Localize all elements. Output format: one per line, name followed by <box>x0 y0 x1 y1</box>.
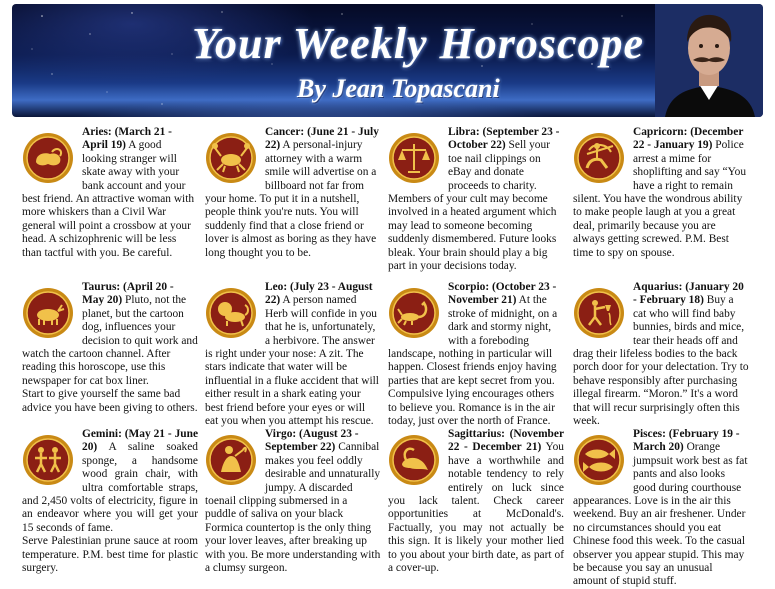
virgo-body: Cannibal makes you feel oddly desirable and unnaturally jumpy. A discarded toenail clipping submersed in a puddle of saliva on your black Formica countertop is the only thing your lover leaves, after breaking up with you. Be more understanding with a clumsy surgeon. <box>205 441 381 575</box>
sign-taurus <box>22 281 198 415</box>
twins-icon <box>22 434 74 486</box>
banner <box>12 4 763 117</box>
libra-body: Sell your toe nail clippings on eBay and donate proceeds to charity. Members of your cult may become involved in a heated argument which may lead to someone becoming suddenly dismembered. Future looks bleak. Your brain should play a big part in your decisions today. <box>388 139 557 273</box>
sagittarius-header: Sagittarius: (November 22 - December 21) <box>448 428 564 454</box>
sign-leo <box>205 281 381 428</box>
virgo-header: Virgo: (August 23 - September 22) <box>265 428 359 454</box>
pisces-body: Orange jumpsuit work best as fat pants and also looks good during courthouse appearances. Love is in the air this weekend. Buy an air freshener. Under no circumstances should you eat Chinese food this week. To the casual observer you appear stupid. This may be because you say an unusual amount of stupid stuff. <box>573 441 748 588</box>
sign-sagittarius <box>388 428 564 575</box>
sign-scorpio <box>388 281 564 428</box>
gemini-text-2: Serve Palestinian prune sauce at room temperature. P.M. best time for plastic surgery. <box>22 535 198 575</box>
author-byline: By Jean Topascani <box>297 74 500 103</box>
leo-body: A person named Herb will confide in you that he is, unfortunately, a herbivore. The answer is right under your nose: A zit. The stars indicate that water will be influential in a fluke accident that will either result in a shark eating your best friend before your eyes or will eat you when you attempt his rescue. <box>205 294 379 428</box>
capricorn-header: Capricorn: (December 22 - January 19) <box>633 126 744 152</box>
cancer-header: Cancer: (June 21 - July 22) <box>265 126 379 152</box>
aquarius-body: Buy a cat who will find baby bunnies, birds and mice, tear their heads off and drag their lifeless bodies to the back porch door for your delectation. Try to behave responsibly after purchasing illegal firearm. “Moron.” It's a word that will recur surprisingly often this week. <box>573 294 749 428</box>
cancer-body: A personal-injury attorney with a warm smile will advertise on a billboard not far from your home. To put it in a nutshell, people think you're nuts. You will suddenly find that a close friend or lover is almost as boring as they have long thought you to be. <box>205 139 377 259</box>
gemini-header: Gemini: (May 21 - June 20) <box>82 428 198 454</box>
pisces-header: Pisces: (February 19 - March 20) <box>633 428 740 454</box>
page-title: Your Weekly Horoscope <box>192 19 644 68</box>
capricorn-body: Police arrest a mime for shoplifting and say “You have a right to remain silent. You have the wondrous ability to make people laugh at you a great deal, primarily because you are always getting screwed. P.M. Best time to spy on spouse. <box>573 139 747 259</box>
aquarius-header: Aquarius: (January 20 - February 18) <box>633 281 744 307</box>
maiden-icon <box>205 434 257 486</box>
scorpion-icon <box>388 287 440 339</box>
taurus-body: Pluto, not the planet, but the cartoon dog, influences your decision to quit work and watch the cartoon channel. After reading this horoscope, use this newspaper for cat box liner. <box>22 294 198 387</box>
scorpio-body: At the stroke of midnight, on a dark and stormy night, with a foreboding landscape, nothing in particular will happen. Closest friends enjoy having parties that are kept secret from you. Compulsive lying encourages others to believe you. Romance is in the air today, just over the north of France. <box>388 294 558 428</box>
water-bearer-icon <box>573 287 625 339</box>
author-portrait <box>655 4 763 117</box>
sign-capricorn <box>573 126 749 260</box>
sign-aquarius <box>573 281 749 428</box>
sign-cancer <box>205 126 381 260</box>
aries-body: A good looking stranger will skate away with your bank account and your best friend. An attractive woman with more whiskers than a Civil War general will point a crossbow at your head. A schizophrenic will be less than tactful with you. Be careful. <box>22 139 195 259</box>
lion-icon <box>205 287 257 339</box>
aries-header: Aries: (March 21 - April 19) <box>82 126 172 152</box>
taurus-text-2: Start to give yourself the same bad advice you have been giving to others. <box>22 388 198 414</box>
sign-aries <box>22 126 198 260</box>
scorpio-header: Scorpio: (October 23 - November 21) <box>448 281 557 307</box>
bull-icon <box>22 287 74 339</box>
goat-icon <box>388 434 440 486</box>
fish-icon <box>573 434 625 486</box>
taurus-header: Taurus: (April 20 - May 20) <box>82 281 174 307</box>
sign-gemini <box>22 428 198 575</box>
archer-icon <box>573 132 625 184</box>
sign-libra <box>388 126 564 273</box>
sign-virgo <box>205 428 381 575</box>
scales-icon <box>388 132 440 184</box>
crab-icon <box>205 132 257 184</box>
sign-pisces <box>573 428 749 589</box>
leo-header: Leo: (July 23 - August 22) <box>265 281 373 307</box>
libra-header: Libra: (September 23 - October 22) <box>448 126 560 152</box>
sagittarius-body: You have a worthwhile and notable tendency to rely entirely on luck since you lack talent. Check career opportunities at McDonald's. Factually, you may not actually be this sign. It is likely your mother lied to you about your birth date, as part of a cover-up. <box>388 441 564 575</box>
ram-icon <box>22 132 74 184</box>
gemini-body: A saline soaked sponge, a handsome wood grain chair, with ultra comfortable straps, and 2,450 volts of electricity, figure in an endeavor where you will get your 15 seconds of fame. <box>22 441 198 534</box>
